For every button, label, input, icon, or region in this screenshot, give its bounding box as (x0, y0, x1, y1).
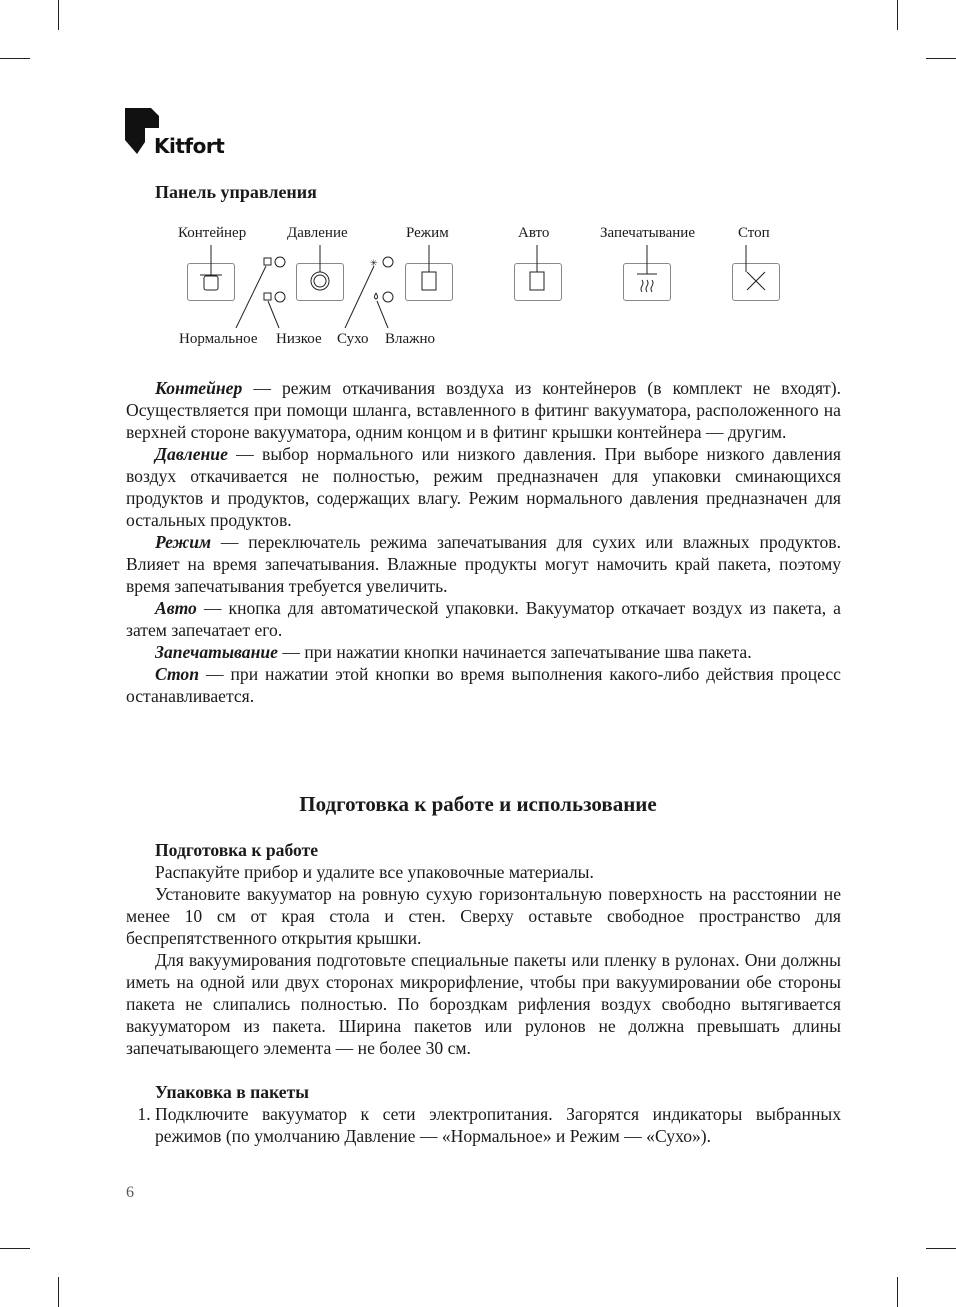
label-low: Низкое (276, 331, 322, 347)
subsection-title: Подготовка к работе (155, 840, 319, 860)
panel-descriptions (126, 377, 841, 707)
page-number: 6 (126, 1184, 134, 1201)
description-paragraph (126, 597, 841, 641)
label-stop: Стоп (738, 225, 770, 241)
term: Давление (155, 444, 228, 464)
description-paragraph (126, 377, 841, 443)
paragraph: Для вакуумирования подготовьте специальные пакеты или пленку в рулонах. Они должны иметь на одной или двух сторонах микрорифление, чтобы при вакуумировании обе стороны пакета не слипались полностью. По бороздкам рифления воздух свободно вытягивается вакууматором из пакета. Ширина пакетов или рулонов не должна превышать длины запечатывающего элемента — не более 30 см. (126, 950, 841, 1058)
preparation-section (126, 839, 841, 1147)
label-mode: Режим (406, 225, 449, 241)
panel-title: Панель управления (155, 182, 317, 202)
definition: — кнопка для автоматической упаковки. Вакууматор откачает воздух из пакета, а затем запечатает его. (126, 598, 841, 640)
term: Контейнер (155, 378, 243, 398)
paragraph: Установите вакууматор на ровную сухую горизонтальную поверхность на расстоянии не менее 10 см от края стола и стен. Сверху оставьте свободное пространство для беспрепятственного открытия крышки. (126, 884, 841, 948)
definition: — переключатель режима запечатывания для сухих или влажных продуктов. Влияет на время запечатывания. Влажные продукты могут намочить край пакета, поэтому время запечатывания требуется увеличить. (126, 532, 841, 596)
definition: — режим откачивания воздуха из контейнеров (в комплект не входят). Осуществляется при помощи шланга, вставленного в фитинг вакууматора, расположенного на верхней стороне вакууматора, одним концом и в фитинг крышки контейнера — другим. (126, 378, 841, 442)
subsection-title: Упаковка в пакеты (155, 1082, 309, 1102)
term: Стоп (155, 664, 200, 684)
definition: — выбор нормального или низкого давления. При выборе низкого давления воздух откачивается не полностью, режим предназначен для упаковки сминающихся продуктов и продуктов, содержащих влагу. Режим нормального давления предназначен для остальных продуктов. (126, 444, 841, 530)
section-title: Подготовка к работе и использование (299, 792, 657, 816)
label-auto: Авто (518, 225, 550, 241)
crop-mark (58, 1277, 59, 1307)
label-pressure: Давление (287, 225, 348, 241)
label-wet: Влажно (385, 331, 436, 347)
term: Запечатывание (155, 642, 278, 662)
label-dry: Сухо (337, 331, 369, 347)
label-container: Контейнер (178, 225, 247, 241)
crop-mark (0, 1248, 30, 1249)
paragraph: Распакуйте прибор и удалите все упаковочные материалы. (155, 862, 594, 882)
description-paragraph (126, 663, 841, 707)
label-seal: Запечатывание (600, 225, 695, 241)
list-item: 1. Подключите вакууматор к сети электропитания. Загорятся индикаторы выбранных режимов (по умолчанию Давление — «Нормальное» и Режим — «Сухо»). (155, 1103, 841, 1147)
svg-text:✳: ✳ (370, 258, 378, 268)
description-paragraph (126, 641, 841, 663)
panel-diagram (0, 0, 956, 360)
crop-mark (926, 1248, 956, 1249)
description-paragraph (126, 443, 841, 531)
term: Авто (155, 598, 197, 618)
definition: — при нажатии кнопки начинается запечатывание шва пакета. (277, 642, 752, 662)
label-normal: Нормальное (179, 331, 258, 347)
brand-name: Kitfort (154, 134, 225, 158)
term: Режим (155, 532, 212, 552)
description-paragraph (126, 531, 841, 597)
crop-mark (897, 1277, 898, 1307)
definition: — при нажатии этой кнопки во время выполнения какого-либо действия процесс останавливается. (126, 664, 841, 706)
